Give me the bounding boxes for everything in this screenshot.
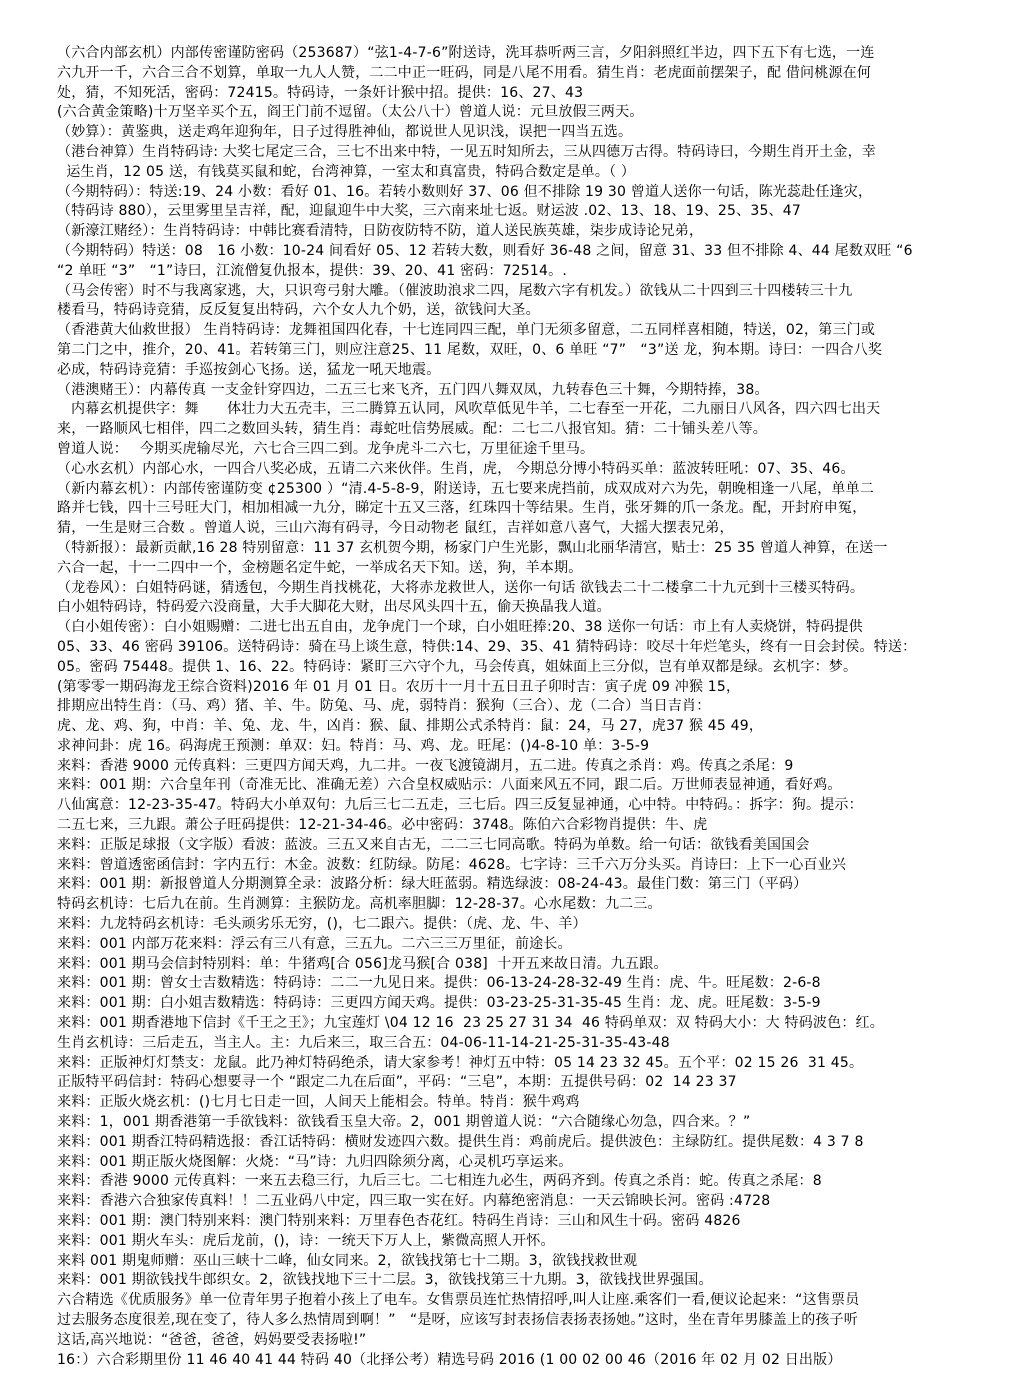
text-line: 来料：001 期：白小姐吉数精选：特码诗：三更四方闻天鸡。提供：03-23-25-31-35-45 生肖：龙、虎。旺尾数：3-5-9 <box>57 995 821 1012</box>
text-line: 来料：香港 9000 元传真料：一来五去稳三行，九后三七。二七相连九必生，两码齐到。传真之杀肖：蛇。传真之杀尾：8 <box>57 1173 822 1190</box>
text-line: 05、33、46 密码 39106。送特码诗：骑在马上谈生意，特供:14、29、35、41 猜特码诗：咬尽十年烂笔头，终有一日会封侯。特送： <box>57 638 917 655</box>
text-line: 来料：1，001 期香港第一手欲钱料：欲钱看玉皇大帝。2，001 期曾道人说：“六合随缘心勿急，四合来。？” <box>57 1114 751 1131</box>
text-line: （妙算）：黄鉴典，送走鸡年迎狗年，日子过得胜神仙，都说世人见识浅，误把一四当五选。 <box>57 124 633 141</box>
text-line: 来料：曾道透密函信封：字内五行：木金。波数：红防绿。防尾：4628。七字诗：三千六万分头买。肖诗曰：上下一心百业兴 <box>57 856 847 873</box>
text-line: （马会传密）时不与我离家逃，大，只识弯弓射大雕。（催波助浪求二四，尾数六字有机发。）欲钱从二十四到三十四楼转三十九 <box>57 282 853 299</box>
text-line: （特码诗 880），云里雾里呈吉祥，配，迎鼠迎牛中大奖，三六南来址七返。财运波 .02、13、18、19、25、35、47 <box>57 203 801 220</box>
text-line: （特新报）：最新贡献,16 28 特别留意：11 37 玄机贺今期，杨家门户生光影，飘山北丽华清宫，贴士：25 35 曾道人神算，在送一 <box>57 539 888 556</box>
text-line: 来料：001 期：新报曾道人分期测算全录：波路分析：绿大旺蓝弱。精选绿波：08-24-43。最佳门数：第三门（平码） <box>57 876 808 893</box>
text-line: （心水玄机）内部心水，一四合八奖必成，五请二六来伙伴。生肖，虎， 今期总分博小特码买单：蓝波转旺吼：07、35、46。 <box>57 460 855 477</box>
text-line: （港台神算）生肖特码诗: 大奖七尾定三合，三七不出来中特，一见五时知所去，三从四德万古得。特码诗曰，今期生肖开土金，幸 <box>57 143 876 160</box>
text-line: 来料 001 期鬼师赠：巫山三峡十二峰，仙女同来。2，欲钱找第七十二期。3，欲钱找救世观 <box>57 1252 638 1269</box>
text-line: 求神问卦：虎 16。码海虎王预测：单双：妇。特肖：马、鸡、龙。旺尾：()4-8-10 单：3-5-9 <box>57 737 650 754</box>
text-line: 来，一路顺风七相伴，四二之数回头转，猜生肖：毒蛇吐信势展威。配：二七二八报官知。猜：二十铺头差八等。 <box>57 421 767 438</box>
text-line: 必成，特码诗竞猜：手巡按剑心飞扬。送，猛龙一吼天地震。 <box>57 361 441 378</box>
text-line: （今期特码）：特送:19、24 小数：看好 01、16。若转小数则好 37、06 但不排除 19 30 曾道人送你一句话，陈光蕊赴任逢灾， <box>57 183 873 200</box>
text-line: 楼看马，特码诗竞猜，反反复复出特码，六个女人九个奶，送，欲钱问大圣。 <box>57 302 540 319</box>
text-line: 来料：香港六合独家传真料！！二五业码八中定，四三取一实在好。内幕绝密消息：一天云锦映长河。密码 :4728 <box>57 1193 771 1210</box>
text-line: 六九开一千，六合三合不划算，单取一九人人赞，二二中正一旺码，同是八尾不用看。猜生肖：老虎面前摆架子，配 借问桃源在何 <box>57 64 872 81</box>
text-line: (六合黄金策略)十万坚辛买个五，阎王门前不逗留。（太公八十）曾道人说：元旦放假三两天。 <box>57 104 644 121</box>
text-line: 这话,高兴地说：“爸爸，爸爸，妈妈要受表扬啦!” <box>57 1331 367 1348</box>
text-line: （港澳赌王）：内幕传真 一支金针穿四边，二五三七来飞齐，五门四八舞双凤，九转春色三十舞，今期特捧，38。 <box>57 381 769 398</box>
text-line: 过去服务态度很差,现在变了，待人多么热情周到啊！” “是呀，应该写封表扬信表扬表扬她。”这时，坐在青年男膝盖上的孩子听 <box>57 1312 859 1328</box>
text-line: 来料：正版神灯灯禁支：龙鼠。此乃神灯特码绝杀，请大家参考！神灯五中特：05 14 23 32 45。五个平：02 15 26 31 45。 <box>57 1054 864 1071</box>
text-line: 第二门之中，推介，20、41。若转第三门，则应注意25、11 尾数，双旺，0、6 单旺 “7” “3”送 龙，狗本期。诗曰：一四合八奖 <box>57 341 883 358</box>
text-line: 来料：001 内部万花来料：浮云有三八有意，三五九。二六三三万里征，前途长。 <box>57 935 572 952</box>
text-line: 来料：001 期马会信封特别料：单：牛猪鸡[合 056]龙马猴[合 038] 十开五来故日清。九五跟。 <box>57 955 668 972</box>
text-line: 16：）六合彩期里份 11 46 40 41 44 特码 40（北择公考）精选号码 2016 (1 00 02 00 46（2016 年 02 月 02 日出版） <box>57 1351 842 1368</box>
text-line: 猜，一生是财三合数 。曾道人说，三山六海有码寻，今日动物老 鼠红，吉祥如意八喜气，大摇大摆表兄弟， <box>57 520 734 537</box>
text-line: 来料：001 期：曾女士吉数精选：特码诗：二二一九见日来。提供：06-13-24-28-32-49 生肖：虎、牛。旺尾数：2-6-8 <box>57 975 821 992</box>
text-line: 来料：正版火烧玄机：()七月七日走一回，人间天上能相会。特单。特肖：猴牛鸡鸡 <box>57 1094 580 1111</box>
text-line: 曾道人说： 今期买虎输尽光，六七合三四二到。龙争虎斗二六七，万里征途千里马。 <box>57 440 595 457</box>
text-line: 来料：001 期：六合皇年刊（奇准无比、准确无差）六合皇权威贴示：八面来风五不同，跟二后。万世师表显神通，看好鸡。 <box>57 777 842 794</box>
text-line: 二五七来，三九跟。萧公子旺码提供：12-21-34-46。必中密码：3748。陈伯六合彩物肖提供：牛、虎 <box>57 817 708 834</box>
text-line: 路并七钱，四十三号旺大门，相加相减一九分，睇定十五又三落，红珠四十等结果。生肖，张牙舞的爪一条龙。配，开封府申冤， <box>57 500 867 517</box>
text-line: 处，猜，不知死活，密码：72415。特码诗，一条奸计猴中招。提供：16、27、43 <box>57 84 584 101</box>
text-line: 来料：001 期：澳门特别来料：澳门特别来料：万里春色杏花红。特码生肖诗：三山和风生十码。密码 4826 <box>57 1213 741 1230</box>
text-line: （龙卷风）：白姐特码谜，猜透包，今期生肖找桃花，大将赤龙救世人，送你一句话 欲钱去二十二楼拿二十九元到十三楼买特码。 <box>57 579 865 596</box>
text-line: 来料：001 期香江特码精选报：香江话特码：横财发迹四六数。提供生肖：鸡前虎后。提供波色：主绿防红。提供尾数：4 3 7 8 <box>57 1133 864 1150</box>
text-line: 运生肖，12 05 送，有钱莫买鼠和蛇，台湾神算，一室太和真富贵，特码合数定是单。（ ） <box>57 163 636 180</box>
text-line: 来料：香港 9000 元传真料：三更四方闻天鸡，九二井。一夜飞渡镜湖月，五二进。传真之杀肖：鸡。传真之杀尾：9 <box>57 757 794 774</box>
text-line: 来料：001 期正版火烧图解：火烧：“马”诗：九归四除须分离，心灵机巧享运来。 <box>57 1153 573 1170</box>
text-line: 来料：九龙特码玄机诗：毛头顽劣乐无穷，()，七二跟六。提供：（虎、龙、牛、羊） <box>57 916 587 933</box>
text-line: “2 单旺 “3” “1”诗曰，江流僧复仇报本，提供：39、20、41 密码：72514。. <box>57 262 567 279</box>
text-line: 特码玄机诗：七后九在前。生肖测算：主猴防龙。高机率胆脚：12-28-37。心水尾数：九二三。 <box>57 896 662 913</box>
text-line: 虎、龙、鸡、狗，中肖：羊、兔、龙、牛，凶肖：猴、鼠、排期公式杀特肖：鼠：24，马 27，虎37 猴 45 49， <box>57 718 764 735</box>
text-line: 生肖玄机诗：三后走五，当主人。主：九后来三，取三合五：04-06-11-14-21-25-31-35-43-48 <box>57 1034 670 1051</box>
text-line: 白小姐特码诗，特码爱六没商量，大手大脚花大财，出尽风头四十五，偷天换晶我人道。 <box>57 599 611 616</box>
text-line: （新濠江赌经）：生肖特码诗：中韩比赛看清特，日防夜防特不防，道人送民族英雄，柒步成诗论兄弟， <box>57 223 704 240</box>
text-line: 05。密码 75448。提供 1、16、22。特码诗：紧盯三六守个九，马会传真，姐妹面上三分似，岂有单双都是绿。玄机字：梦。 <box>57 658 858 675</box>
text-line: 排期应出特生肖：（马、鸡）猪、羊、牛。防兔、马、虎，弱特肖：猴狗（三合）、龙（二合）当日吉肖： <box>57 698 711 715</box>
text-line: (第零零一期码海龙王综合资料)2016 年 01 月 01 日。农历十一月十五日丑子卯时吉：寅子虎 09 冲猴 15， <box>57 678 741 695</box>
text-line: 内幕玄机提供字：舞 体壮力大五壳丰，三二腾算五认同，风吹草低见牛羊，二七春至一开花，二九丽日八风各，四六四七出天 <box>57 401 881 418</box>
text-line: 来料：001 期火车头：虎后龙前，()，诗：一统天下万人上，紫微高照人开怀。 <box>57 1232 555 1249</box>
text-line: （今期特码）特送：08 16 小数：10-24 间看好 05、12 若转大数，则看好 36-48 之间，留意 31、33 但不排除 4、44 尾数双旺 “6 <box>57 242 913 259</box>
text-line: （香港黄大仙救世报） 生肖特码诗：龙舞祖国四化春，十七连同四三配，单门无须多留意，二五同样喜相随，特送，02，第三门或 <box>57 322 876 339</box>
text-line: 来料：001 期欲钱找牛郎织女。2，欲钱找地下三十二层。3，欲钱找第三十九期。3，欲钱找世界强国。 <box>57 1272 713 1289</box>
text-line: 六合一起，十一二四中一个，金榜题名定牛蛇，一举成名天下知。送，狗，羊本期。 <box>57 559 583 576</box>
text-line: （六合内部玄机）内部传密谨防密码（253687）“弦1-4-7-6”附送诗，洗耳恭听两三言，夕阳斜照红半边，四下五下有七选，一连 <box>57 45 875 61</box>
text-line: 来料：正版足球报（文字版）看波：蓝波。三五又来自古无，二二三七同高歌。特码为单数。给一句话：欲钱看美国国会 <box>57 836 810 853</box>
text-line: （新内幕玄机）：内部传密谨防变 ¢25300 ）“清.4-5-8-9，附送诗，五七要来虎挡前，成双成对六为先，朝晚相逢一八尾，单单二 <box>57 480 875 497</box>
text-line: （白小姐传密）：白小姐赐赠：二进七出五自由，龙争虎门一个球，白小姐旺捧:20、38 送你一句话：市上有人卖烧饼，特码提供 <box>57 619 863 636</box>
text-line: 来料：001 期香港地下信封《千王之王》；九宝莲灯 \04 12 16 23 25 27 31 34 46 特码单双：双 特码大小：大 特码波色：红。 <box>57 1015 884 1032</box>
text-line: 八仙寓意：12-23-35-47。特码大小单双句：九后三七二五走，三七后。四三反复显神通，心中特。中特码。：拆字：狗。提示： <box>57 797 863 814</box>
text-line: 六合精选《优质服务》单一位青年男子抱着小孩上了电车。女售票员连忙热情招呼,叫人让座.乘客们一看,便议论起来：“这售票员 <box>57 1292 860 1309</box>
document-body <box>57 44 1009 1370</box>
text-line: 正版特平码信封：特码心想要寻一个 “跟定二九在后面”，平码：“三皂”，本期：五提供号码：02 14 23 37 <box>57 1074 737 1091</box>
